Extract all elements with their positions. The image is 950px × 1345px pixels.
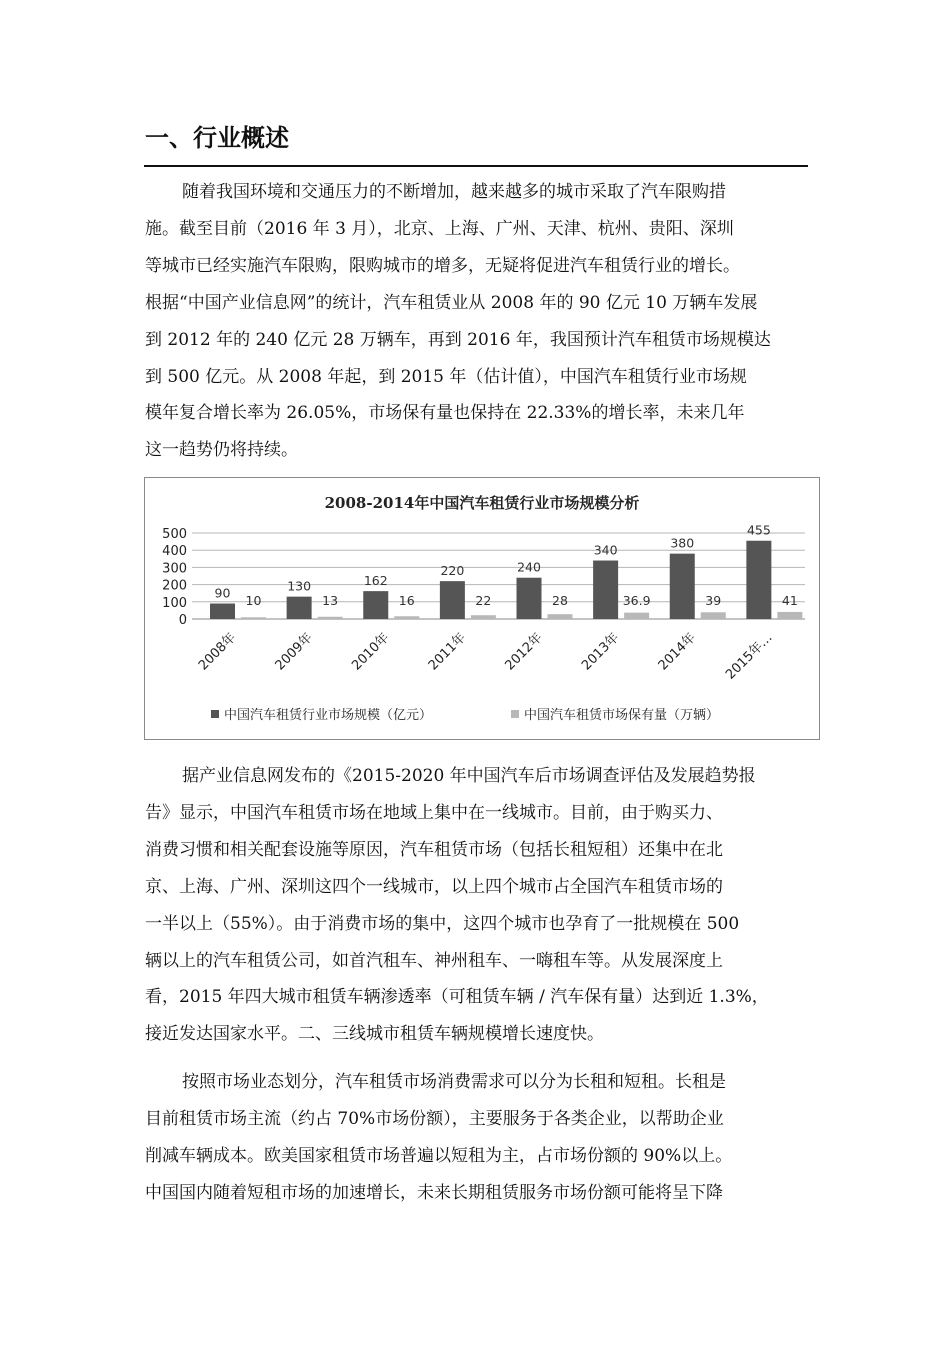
paragraph-2-line: 消费习惯和相关配套设施等原因，汽车租赁市场（包括长租短租）还集中在北 [145,839,723,860]
paragraph-3-line: 目前租赁市场主流（约占 70%市场份额），主要服务于各类企业，以帮助企业 [145,1108,724,1129]
legend-swatch-market-size [211,710,219,718]
data-label-fleet-size: 36.9 [622,593,651,608]
paragraph-2-line: 告》显示，中国汽车租赁市场在地域上集中在一线城市。目前，由于购买力、 [145,802,723,823]
paragraph-1-line: 根据“中国产业信息网”的统计，汽车租赁业从 2008 年的 90 亿元 10 万辆车发展 [145,292,758,313]
x-tick-label: 2010年 [349,630,393,674]
bar-fleet-size [471,615,496,619]
bar-market-size [363,591,388,619]
y-tick-label: 100 [162,595,187,611]
bar-market-size [210,604,235,619]
x-tick-label: 2008年 [195,630,240,674]
paragraph-2-line: 接近发达国家水平。二、三线城市租赁车辆规模增长速度快。 [145,1024,604,1045]
bar-fleet-size [777,612,802,619]
legend-label-fleet-size: 中国汽车租赁市场保有量（万辆） [524,708,720,723]
paragraph-2-line: 京、上海、广州、深圳这四个一线城市，以上四个城市占全国汽车租赁市场的 [145,876,723,897]
paragraph-2-line: 辆以上的汽车租赁公司，如首汽租车、神州租车、一嗨租车等。从发展深度上 [145,950,723,971]
data-label-market-size: 130 [287,578,312,594]
paragraph-2-line: 据产业信息网发布的《2015-2020 年中国汽车后市场调查评估及发展趋势报 [182,766,756,786]
y-tick-label: 400 [162,544,187,560]
paragraph-1-line: 这一趋势仍将持续。 [145,440,298,461]
chart-title: 2008-2014年中国汽车租赁行业市场规模分析 [324,494,640,512]
paragraph-1-line: 施。截至目前（2016 年 3 月），北京、上海、广州、天津、杭州、贵阳、深圳 [145,218,734,239]
data-label-market-size: 455 [746,522,771,538]
legend-label-market-size: 中国汽车租赁行业市场规模（亿元） [224,708,433,723]
x-tick-label: 2013年 [579,630,623,674]
data-label-fleet-size: 16 [398,593,415,608]
data-label-fleet-size: 39 [705,593,722,608]
paragraph-2-line: 看，2015 年四大城市租赁车辆渗透率（可租赁车辆 / 汽车保有量）达到近 1.3%， [145,987,769,1008]
x-tick-label: 2012年 [502,630,546,674]
bar-market-size [593,561,618,619]
paragraph-1-line: 到 2012 年的 240 亿元 28 万辆车，再到 2016 年，我国预计汽车租赁市场规模达 [145,329,771,350]
data-label-market-size: 162 [363,573,388,589]
data-label-market-size: 220 [440,563,465,579]
paragraph-1-line: 等城市已经实施汽车限购，限购城市的增多，无疑将促进汽车租赁行业的增长。 [145,255,740,276]
data-label-fleet-size: 10 [245,593,262,608]
data-label-market-size: 340 [593,542,618,558]
data-label-market-size: 380 [670,535,695,551]
bar-fleet-size [394,616,419,619]
chart-canvas [145,478,819,739]
paragraph-3-line: 削减车辆成本。欧美国家租赁市场普遍以短租为主，占市场份额的 90%以上。 [145,1145,733,1166]
data-label-fleet-size: 22 [475,593,492,608]
data-label-market-size: 240 [517,559,541,575]
bar-fleet-size [624,613,649,619]
y-tick-label: 500 [162,527,187,542]
bar-market-size [440,581,465,619]
paragraph-1-line: 到 500 亿元。从 2008 年起，到 2015 年（估计值），中国汽车租赁行业市场规 [145,366,747,387]
data-label-fleet-size: 13 [322,593,339,608]
bar-market-size [670,554,695,619]
data-label-fleet-size: 28 [552,593,568,608]
data-label-fleet-size: 41 [781,593,798,608]
paragraph-1-line: 模年复合增长率为 26.05%，市场保有量也保持在 22.33%的增长率，未来几年 [145,403,745,424]
y-tick-label: 200 [162,578,187,594]
x-tick-label: 2009年 [272,630,316,674]
bar-fleet-size [241,617,266,619]
paragraph-3-line: 中国国内随着短租市场的加速增长，未来长期租赁服务市场份额可能将呈下降 [145,1182,723,1203]
bar-market-size [517,578,542,619]
bar-market-size [746,541,771,619]
x-tick-label: 2014年 [655,630,699,674]
bar-fleet-size [701,612,726,619]
x-tick-label: 2015年… [723,630,776,683]
heading-rule [144,165,808,167]
legend-swatch-fleet-size [511,710,519,718]
paragraph-1-line: 随着我国环境和交通压力的不断增加，越来越多的城市采取了汽车限购措 [182,182,726,202]
paragraph-3-line: 按照市场业态划分，汽车租赁市场消费需求可以分为长租和短租。长租是 [182,1072,726,1092]
y-tick-label: 300 [162,561,187,577]
bar-chart [144,477,820,740]
y-tick-label: 0 [178,613,187,628]
x-tick-label: 2011年 [425,630,470,674]
data-label-market-size: 90 [214,585,231,601]
bar-fleet-size [548,614,573,619]
bar-fleet-size [318,617,343,619]
section-heading: 一、行业概述 [145,124,289,152]
bar-market-size [287,597,312,619]
paragraph-2-line: 一半以上（55%）。由于消费市场的集中，这四个城市也孕育了一批规模在 500 [145,913,740,934]
